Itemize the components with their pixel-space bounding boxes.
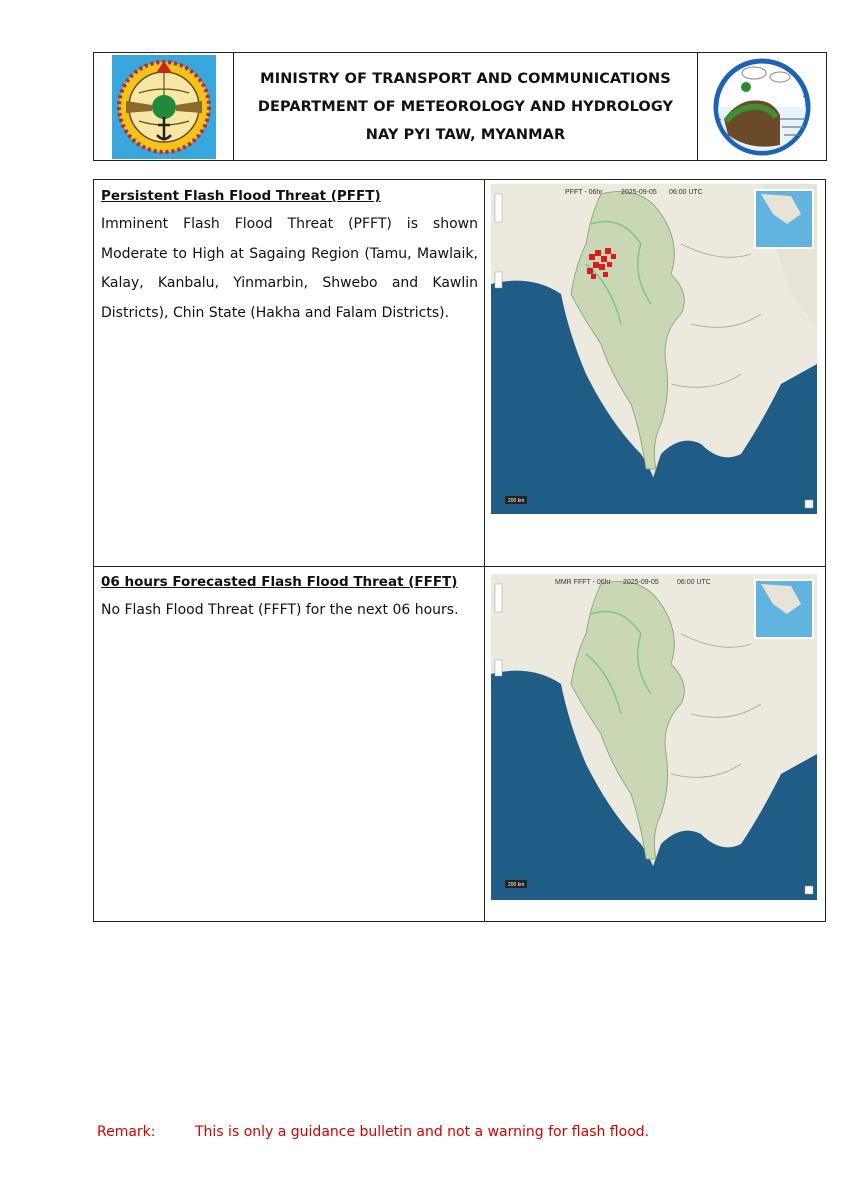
ffft-description: No Flash Flood Threat (FFFT) for the next 06 hours. (101, 602, 459, 618)
ffft-row (94, 566, 825, 921)
remark (97, 1124, 649, 1140)
ministry-name: MINISTRY OF TRANSPORT AND COMMUNICATIONS (260, 70, 671, 87)
pfft-title: Persistent Flash Flood Threat (PFFT) (101, 188, 381, 204)
ffft-map-scale: 200 km (508, 882, 525, 888)
ffft-map-time: 06:00 UTC (677, 579, 711, 586)
ffft-map (491, 574, 817, 900)
water-cycle-icon (710, 55, 814, 159)
pfft-row (94, 180, 825, 567)
pfft-map (491, 184, 817, 514)
ffft-text-cell (94, 566, 485, 921)
zoom-control[interactable] (495, 584, 502, 612)
bulletin-header (93, 52, 827, 161)
pfft-map-time: 06:00 UTC (669, 189, 703, 196)
left-logo-cell (94, 53, 234, 160)
ffft-map-cell (485, 566, 825, 921)
pfft-map-date: 2025-09-05 (621, 189, 657, 196)
remark-label: Remark: (97, 1124, 156, 1140)
ffft-map-date: 2025-09-05 (623, 579, 659, 586)
right-logo-cell (698, 53, 826, 160)
remark-text: This is only a guidance bulletin and not a warning for flash flood. (195, 1124, 650, 1140)
zoom-control[interactable] (495, 194, 502, 222)
header-title-block (234, 53, 698, 160)
pfft-text-cell (94, 180, 485, 566)
location-name: NAY PYI TAW, MYANMAR (365, 126, 566, 143)
pfft-map-cell (485, 180, 825, 566)
ffft-title: 06 hours Forecasted Flash Flood Threat (FFFT) (101, 574, 458, 590)
ffft-map-title: MMR FFFT - 06hr (555, 579, 611, 586)
pfft-description: Imminent Flash Flood Threat (PFFT) is shown Moderate to High at Sagaing Region (Tamu, Mawlaik, Kalay, Kanbalu, Yinmarbin, Shwebo and Kawlin Districts), Chin State (Hakha and Falam Districts). (101, 216, 478, 321)
pfft-map-title: PFFT - 06hr (565, 189, 603, 196)
bulletin-table (93, 179, 826, 922)
ministry-emblem-icon (112, 55, 216, 159)
pfft-map-scale: 200 km (508, 498, 525, 504)
department-name: DEPARTMENT OF METEOROLOGY AND HYDROLOGY (257, 98, 674, 115)
